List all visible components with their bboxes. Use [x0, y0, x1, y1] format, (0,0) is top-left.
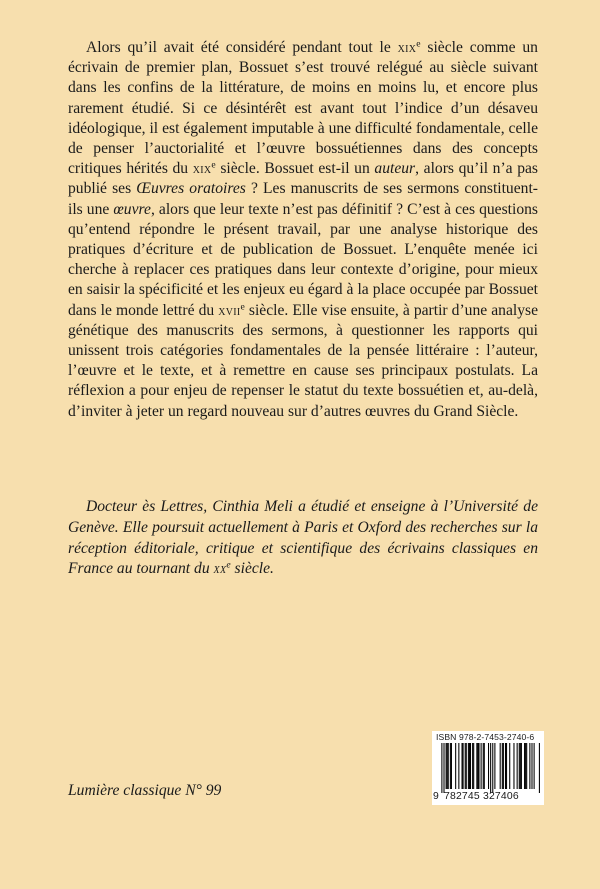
barcode-bar — [534, 743, 535, 789]
isbn-barcode — [432, 731, 544, 805]
superscript-e: e — [211, 159, 216, 171]
barcode-bar — [478, 743, 479, 789]
barcode-bar — [441, 743, 442, 793]
blurb-text-6: , alors que leur texte n’est pas définitif ? C’est à ces questions qu’entend répondre le présent travail, par une analyse historique des pratiques d’écriture et de publication de Bossuet. L’enquête menée ici cherche à replacer ces pratiques dans leur contexte d’origine, pour mieux en saisir la spécificité et les enjeux eu égard à la place occupée par Bossuet dans le monde lettré du — [68, 200, 539, 319]
barcode-bar — [517, 743, 518, 789]
blurb-text-5: ? Les manuscrits de ses sermons constituent-ils une — [68, 180, 538, 218]
barcode-bar — [521, 743, 522, 789]
barcode-bar — [503, 743, 504, 789]
century-17: xvii — [218, 302, 241, 319]
superscript-e: e — [226, 560, 231, 572]
barcode-bar — [448, 743, 449, 789]
century-19: xix — [192, 161, 212, 178]
barcode-bar — [500, 743, 501, 789]
barcode-bar — [505, 743, 506, 789]
barcode-bar — [506, 743, 507, 789]
barcode-bar — [451, 743, 452, 789]
barcode-bar — [531, 743, 532, 789]
barcode-bar — [519, 743, 520, 789]
italic-oeuvre: œuvre — [113, 200, 151, 218]
barcode-bar — [488, 743, 489, 789]
century-20: xx — [213, 561, 227, 578]
barcode-bar — [509, 743, 510, 789]
italic-oeuvres-oratoires: Œuvres oratoires — [136, 180, 246, 198]
barcode-bar — [462, 743, 463, 789]
author-note-tail: siècle. — [230, 560, 274, 578]
series-label: Lumière classique N° 99 — [68, 782, 222, 799]
blurb-text-3: siècle. Bossuet est-il un — [215, 160, 375, 178]
barcode-bar — [466, 743, 467, 789]
isbn-main-digits: 782745 327406 — [444, 791, 519, 802]
barcode-bar — [481, 743, 482, 789]
barcode-bar — [525, 743, 526, 789]
barcode-bar — [513, 743, 514, 789]
barcode-bar — [490, 743, 491, 793]
blurb-paragraph — [68, 38, 538, 422]
barcode-bar — [463, 743, 464, 789]
barcode-bar — [529, 743, 530, 789]
barcode-bar — [494, 743, 495, 789]
blurb-text-7: siècle. Elle vise ensuite, à partir d’une analyse génétique des manuscrits des sermons, à questionner les rapports qui unissent trois catégories fondamentales de la pensée littéraire : l’auteur, l’œuvre et le texte, et à remettre en cause ses principaux postulats. La réflexion a pour enjeu de repenser le statut du texte bossuétien et, au-delà, d’inviter à jeter un regard nouveau sur d’autres œuvres du Grand Siècle. — [68, 301, 538, 420]
barcode-bar — [470, 743, 471, 789]
barcode-bar — [450, 743, 451, 789]
barcode-bar — [465, 743, 466, 789]
century-19: xix — [397, 40, 417, 56]
barcode-bar — [476, 743, 477, 789]
barcode-bar — [483, 743, 484, 789]
barcode-bar — [469, 743, 470, 789]
blurb-text-2: siècle comme un écrivain de premier plan, Bossuet s’est trouvé relégué au siècle suivant dans les confins de la littérature, de moins en moins lu, et encore plus rarement étudié. Si ce désintérêt est avant tout l’indice d’un désaveu idéologique, il est également imputable à une difficulté fondamentale, celle de penser l’auctorialité et l’œuvre bossuétiennes dans des concepts critiques hérités du — [68, 39, 538, 178]
barcode-bar — [443, 743, 444, 793]
author-note — [68, 497, 538, 580]
barcode-bar — [520, 743, 521, 789]
barcode-bar — [477, 743, 478, 789]
blurb-text-1: Alors qu’il avait été considéré pendant tout le — [86, 39, 398, 56]
barcode-bar — [458, 743, 459, 789]
superscript-e: e — [240, 301, 245, 313]
barcode-bar — [502, 743, 503, 789]
author-note-text: Docteur ès Lettres, Cinthia Meli a étudié et enseigne à l’Université de Genève. Elle poursuit actuellement à Paris et Oxford des recherches sur la réception éditoriale, critique et scientifique des écrivains classiques en France au tournant du — [68, 498, 538, 578]
barcode-bar — [468, 743, 469, 789]
barcode-bar — [455, 743, 456, 789]
isbn-label: ISBN 978-2-7453-2740-6 — [436, 732, 535, 742]
barcode-bar — [524, 743, 525, 789]
barcode-bar — [447, 743, 448, 789]
barcode-bar — [472, 743, 473, 789]
isbn-lead-digit: 9 — [433, 791, 439, 802]
barcode-bar — [492, 743, 493, 793]
barcode-bar — [526, 743, 527, 789]
italic-auteur: auteur — [374, 160, 416, 178]
superscript-e: e — [416, 38, 421, 50]
barcode-bar — [473, 743, 474, 789]
barcode-bar — [446, 743, 447, 789]
blurb-text-4: , alors qu’il n’a pas publié ses — [68, 160, 538, 198]
barcode-bars — [435, 743, 541, 793]
barcode-bar — [539, 743, 540, 793]
barcode-bar — [484, 743, 485, 789]
